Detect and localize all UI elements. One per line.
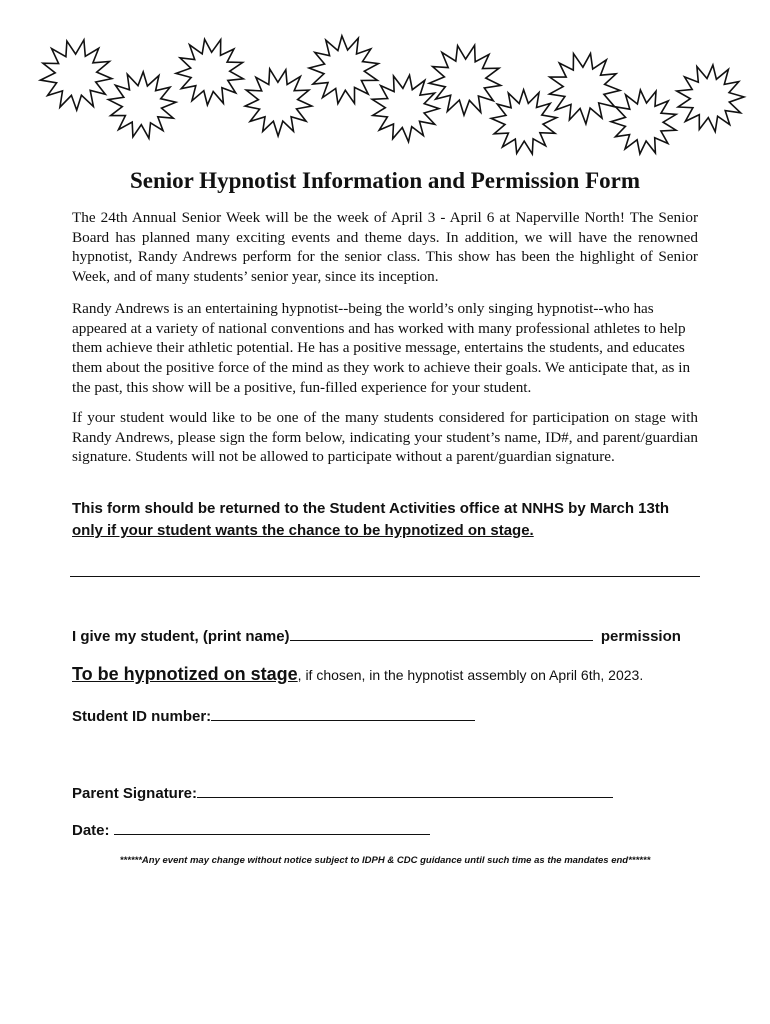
student-name-label: I give my student, (print name) bbox=[72, 628, 290, 645]
participation-paragraph: If your student would like to be one of the many students considered for participation on stage with Randy Andrews, please sign the form below, indicating your student’s name, ID#, and parent/guardian signature. Students will not be allowed to participate without a parent/guardian signature. bbox=[72, 409, 698, 466]
guidance-disclaimer: ******Any event may change without notice subject to IDPH & CDC guidance until such time as the mandates end****** bbox=[119, 855, 651, 866]
page-title: Senior Hypnotist Information and Permission Form bbox=[129, 168, 641, 193]
student-name-row bbox=[72, 626, 681, 645]
student-id-label: Student ID number: bbox=[72, 708, 212, 725]
starburst-icon bbox=[372, 75, 439, 142]
return-notice bbox=[72, 498, 712, 542]
starburst-banner bbox=[0, 0, 770, 170]
parent-signature-label: Parent Signature: bbox=[72, 785, 198, 802]
student-name-field[interactable] bbox=[290, 626, 593, 641]
parent-signature-row bbox=[72, 783, 613, 802]
starburst-icon bbox=[549, 54, 620, 124]
starburst-icon bbox=[245, 69, 312, 136]
stage-emphasis: To be hypnotized on stage bbox=[72, 664, 298, 684]
starburst-icon bbox=[611, 90, 676, 154]
starburst-icon bbox=[108, 72, 175, 138]
intro-paragraph: The 24th Annual Senior Week will be the week of April 3 - April 6 at Naperville North! The Senior Board has planned many exciting events and theme days. In addition, we will have the renowned hypnotist, Randy Andrews perform for the senior class. This show has been the highlight of Senior Week, and of many students’ senior year, since its inception. bbox=[72, 209, 698, 286]
hypnotist-paragraph: Randy Andrews is an entertaining hypnotist--being the world’s only singing hypnotist--who has appeared at a variety of national conventions and has worked with many professional athletes to help them achieve their athletic potential. He has a positive message, entertains the students, and educates them about the positive force of the mind as they work to achieve their goals. We anticipate that, as in the past, this show will be a positive, fun-filled experience for your student. bbox=[72, 300, 691, 396]
parent-signature-field[interactable] bbox=[197, 783, 613, 798]
date-row bbox=[72, 820, 430, 839]
student-id-row bbox=[72, 706, 475, 725]
return-notice-line-1: This form should be returned to the Student Activities office at NNHS by March 13th bbox=[72, 500, 670, 517]
starburst-icon bbox=[429, 45, 500, 115]
starburst-icon bbox=[40, 40, 111, 110]
student-id-field[interactable] bbox=[211, 706, 475, 721]
starburst-icon bbox=[491, 90, 557, 154]
section-divider bbox=[70, 576, 700, 577]
return-notice-line-2: only if your student wants the chance to be hypnotized on stage. bbox=[72, 522, 534, 539]
stage-statement bbox=[72, 664, 643, 685]
starburst-icon bbox=[677, 65, 744, 132]
starburst-icon bbox=[309, 36, 378, 104]
date-field[interactable] bbox=[114, 820, 430, 835]
date-label: Date: bbox=[72, 822, 114, 839]
permission-word: permission bbox=[600, 628, 681, 645]
starburst-icon bbox=[176, 39, 243, 105]
stage-statement-rest: , if chosen, in the hypnotist assembly on April 6th, 2023. bbox=[297, 667, 644, 683]
